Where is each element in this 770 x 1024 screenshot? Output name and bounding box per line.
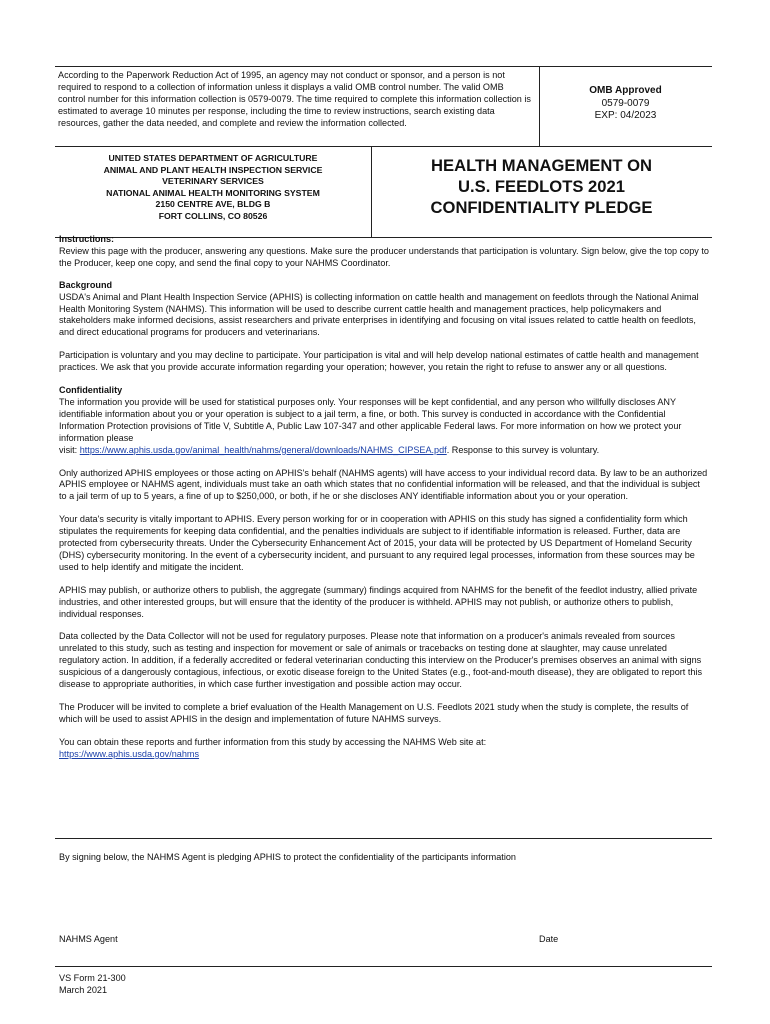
confidentiality-section: [59, 385, 709, 761]
omb-approval-box: [539, 85, 712, 123]
confidentiality-paragraph-6: The Producer will be invited to complete a brief evaluation of the Health Management on U.S. Feedlots 2021 study when the study is complete, the results of which will be used to assist APHIS in the design and implementation of future NAHMS surveys.: [59, 702, 689, 724]
form-identifier: [59, 973, 126, 996]
omb-approved-label: OMB Approved: [589, 85, 662, 96]
footer-divider: [55, 966, 712, 967]
nahms-agent-signature-label: NAHMS Agent: [59, 934, 118, 944]
background-paragraph-1: USDA's Animal and Plant Health Inspection Service (APHIS) is collecting information on cattle health and management on feedlots through the National Animal Health Monitoring System (NAHMS). This information will be used to describe current cattle health and management practices, help policymakers and stakeholders make informed decisions, assist researchers and private enterprises in identifying and focusing on vital issues related to cattle health on feedlots, and direct educational programs for producers and veterinarians.: [59, 291, 699, 338]
confidentiality-p7-text: You can obtain these reports and further information from this study by accessing the NAHMS Web site at:: [59, 736, 487, 747]
form-number: VS Form 21-300: [59, 973, 126, 983]
signature-section-divider: [55, 838, 712, 839]
header-divider-horizontal: [55, 146, 712, 147]
cipsea-link[interactable]: https://www.aphis.usda.gov/animal_health/nahms/general/downloads/NAHMS_CIPSEA.pdf: [79, 444, 447, 455]
nahms-website-link[interactable]: https://www.aphis.usda.gov/nahms: [59, 748, 200, 759]
signature-pledge-statement: By signing below, the NAHMS Agent is pledging APHIS to protect the confidentiality of the participants information: [59, 852, 516, 862]
form-header: [55, 66, 712, 238]
confidentiality-p1-visit: visit:: [59, 444, 80, 455]
agency-line-city: FORT COLLINS, CO 80526: [158, 210, 268, 221]
confidentiality-paragraph-2: Only authorized APHIS employees or those acting on APHIS's behalf (NAHMS agents) will have access to your individual record data. By law to be an authorized APHIS employee or NAHMS agent, individuals must take an oath which states that no confidential information will be released, and that the individual is subject to a jail term of up to 5 years, a fine of up to $250,000, or both, if he or she discloses ANY identifiable information about you or your operation.: [59, 467, 708, 502]
document-title: [371, 156, 712, 218]
agency-line-department: UNITED STATES DEPARTMENT OF AGRICULTURE: [108, 153, 318, 163]
instructions-text: Review this page with the producer, answering any questions. Make sure the producer understands that participation is voluntary. Sign below, give the top copy to the Producer, keep one copy, and send the final copy to your NAHMS Coordinator.: [59, 245, 709, 268]
instructions-section: [59, 234, 709, 270]
background-section: [59, 280, 709, 374]
title-line-2: U.S. FEEDLOTS 2021: [458, 176, 625, 196]
background-heading: Background: [59, 279, 113, 290]
agency-line-nahms: NATIONAL ANIMAL HEALTH MONITORING SYSTEM: [106, 187, 320, 198]
confidentiality-paragraph-7: [59, 737, 709, 761]
pledge-body: [59, 234, 709, 761]
agency-line-aphis: ANIMAL AND PLANT HEALTH INSPECTION SERVICE: [103, 164, 323, 175]
confidentiality-paragraph-3: Your data's security is vitally important to APHIS. Every person working for or in cooperation with APHIS on this study has signed a confidentiality form which stipulates the requirements for keeping data confidential, and the penalties individuals are subject to if identifiable information is released. Further, data are protected from cybersecurity threats. Under the Cybersecurity Enhancement Act of 2015, your data will be protected by US Department of Homeland Security (DHS) cybersecurity monitoring. In the event of a cybersecurity incident, and pursuant to any required legal processes, information from these sources may be used to help identify and mitigate the incident.: [59, 514, 695, 572]
confidentiality-p1-text: The information you provide will be used for statistical purposes only. Your responses will be kept confidential, and any person who willfully discloses ANY identifiable information about you or your operation is subject to a jail term, a fine, or both. This survey is conducted in accordance with the Confidential Information Protection provisions of Title V, Subtitle A, Public Law 107-347 and other applicable Federal laws. For more information on how we protect your information please: [59, 396, 682, 443]
agency-line-street: 2150 CENTRE AVE, BLDG B: [155, 199, 271, 210]
agency-line-vs: VETERINARY SERVICES: [162, 176, 264, 187]
confidentiality-heading: Confidentiality: [59, 385, 123, 396]
omb-expiration: EXP: 04/2023: [594, 110, 657, 121]
background-paragraph-2: Participation is voluntary and you may decline to participate. Your participation is vital and will help develop national estimates of cattle health and management practices. We ask that you provide accurate information regarding your operation; however, you retain the right to refuse to answer any or all questions.: [59, 350, 699, 373]
form-date: March 2021: [59, 984, 108, 995]
agency-address-block: [55, 153, 371, 223]
omb-control-number: 0579-0079: [601, 97, 650, 109]
confidentiality-paragraph-5: Data collected by the Data Collector will not be used for regulatory purposes. Please note that information on a producer's animals revealed from sources unrelated to this study, such as testing and inspection for movement or sale of animals or tracebacks on testing done at slaughter, may cause unrelated regulatory action. In addition, if a federally accredited or federal veterinarian conducting this interview on the Producer's premises observes an animal with signs suspicious of a dangerously contagious, infectious, or exotic disease foreign to the United States (e.g., foot-and-mouth disease), they are obligated to report this disease to appropriate authorities, in which case further investigation and possible action may occur.: [59, 631, 702, 690]
confidentiality-paragraph-4: APHIS may publish, or authorize others to publish, the aggregate (summary) findings acquired from NAHMS for the benefit of the feedlot industry, allied private industries, and other interested groups, but will ensure that the identity of the producer is withheld. APHIS may not publish, or authorize others to publish, individual responses.: [59, 584, 698, 619]
paperwork-reduction-notice: According to the Paperwork Reduction Act of 1995, an agency may not conduct or sponsor, and a person is not required to respond to a collection of information unless it displays a valid OMB control number. The valid OMB control number for this information collection is 0579-0079. The time required to complete this information collection is estimated to average 10 minutes per response, including the time to review instructions, search existing data resources, gather the data needed, and complete and review the information collected.: [58, 70, 531, 128]
instructions-heading: Instructions:: [59, 234, 115, 244]
title-line-3: CONFIDENTIALITY PLEDGE: [430, 197, 653, 217]
signature-date-label: Date: [539, 934, 559, 944]
title-line-1: HEALTH MANAGEMENT ON: [431, 156, 652, 175]
confidentiality-paragraph-1: [59, 397, 709, 457]
confidentiality-p1-tail: . Response to this survey is voluntary.: [446, 444, 600, 455]
